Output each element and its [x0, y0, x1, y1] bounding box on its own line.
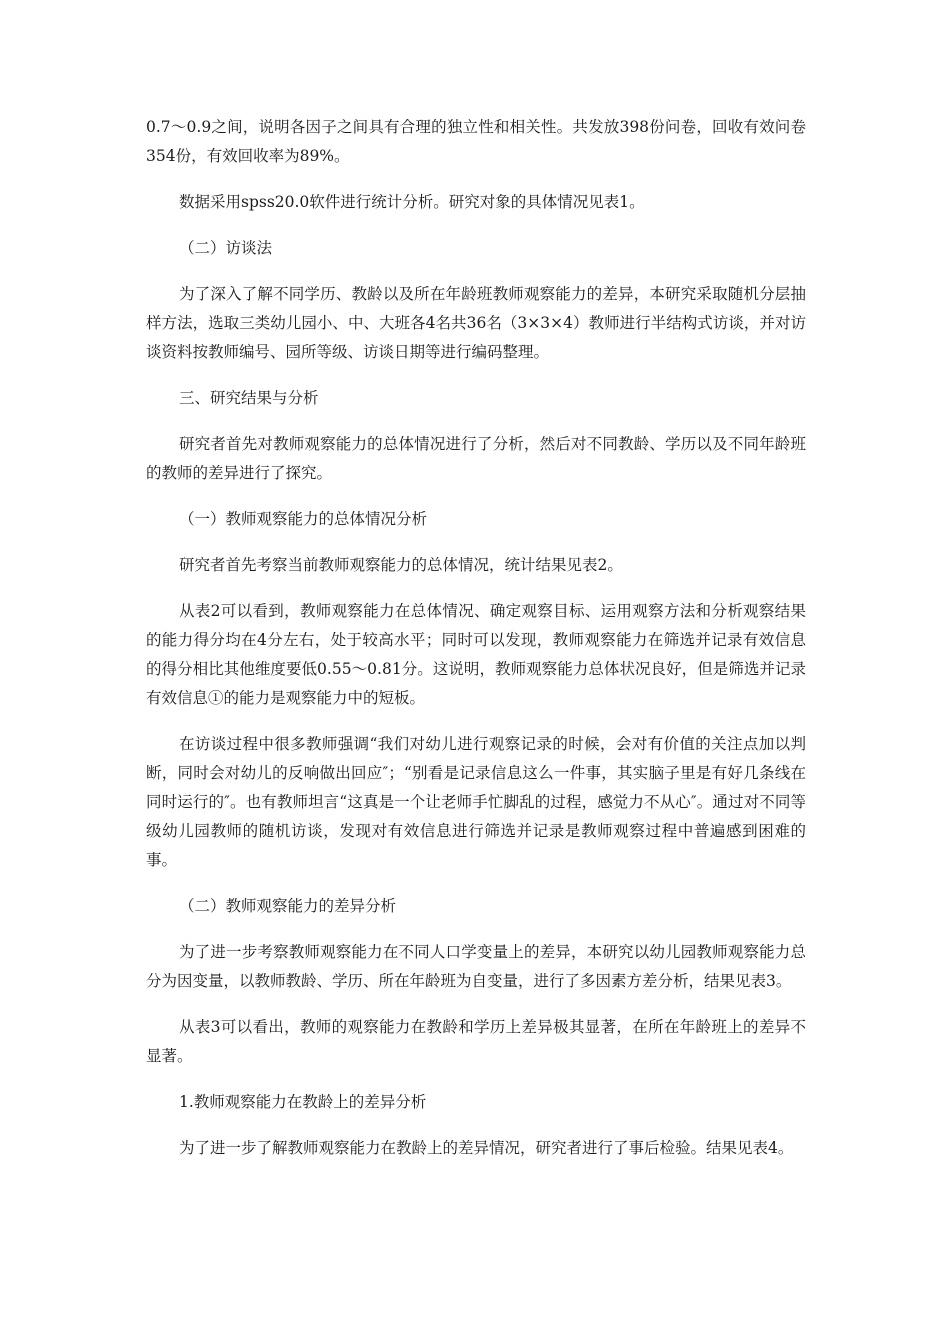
heading-teaching-years: 1.教师观察能力在教龄上的差异分析: [179, 1093, 427, 1111]
heading-overall-analysis: （一）教师观察能力的总体情况分析: [179, 510, 428, 528]
paragraph-overall-table2: 研究者首先考察当前教师观察能力的总体情况，统计结果见表2。: [179, 556, 623, 574]
heading-difference-analysis: （二）教师观察能力的差异分析: [179, 897, 397, 915]
paragraph-factor-correlation: 0.7～0.9之间，说明各因子之间具有合理的独立性和相关性。共发放398份问卷，回收有效问卷354份，有效回收率为89%。: [146, 118, 806, 165]
paragraph-spss-analysis: 数据采用spss20.0软件进行统计分析。研究对象的具体情况见表1。: [179, 193, 645, 211]
paragraph-posthoc-test: 为了进一步了解教师观察能力在教龄上的差异情况，研究者进行了事后检验。结果见表4。: [179, 1139, 794, 1157]
paragraph-interview-sampling: 为了深入了解不同学历、教龄以及所在年龄班教师观察能力的差异，本研究采取随机分层抽样方法，选取三类幼儿园小、中、大班各4名共36名（3×3×4）教师进行半结构式访谈，并对访谈资料按教师编号、园所等级、访谈日期等进行编码整理。: [146, 285, 806, 361]
paragraph-results-intro: 研究者首先对教师观察能力的总体情况进行了分析，然后对不同教龄、学历以及不同年龄班的教师的差异进行了探究。: [146, 435, 806, 482]
paragraph-interview-quotes: 在访谈过程中很多教师强调“我们对幼儿进行观察记录的时候，会对有价值的关注点加以判断，同时会对幼儿的反响做出回应″；“别看是记录信息这么一件事，其实脑子里是有好几条线在同时运行的″。也有教师坦言“这真是一个让老师手忙脚乱的过程，感觉力不从心″。通过对不同等级幼儿园教师的随机访谈，发现对有效信息进行筛选并记录是教师观察过程中普遍感到困难的事。: [146, 735, 806, 869]
paragraph-table2-findings: 从表2可以看到，教师观察能力在总体情况、确定观察目标、运用观察方法和分析观察结果的能力得分均在4分左右，处于较高水平；同时可以发现，教师观察能力在筛选并记录有效信息的得分相比其他维度要低0.55～0.81分。这说明，教师观察能力总体状况良好，但是筛选并记录有效信息①的能力是观察能力中的短板。: [146, 602, 806, 707]
paragraph-table3-findings: 从表3可以看出，教师的观察能力在教龄和学历上差异极其显著，在所在年龄班上的差异不显著。: [146, 1018, 806, 1065]
heading-results-analysis: 三、研究结果与分析: [179, 389, 319, 407]
document-body: [146, 113, 806, 1180]
paragraph-anova: 为了进一步考察教师观察能力在不同人口学变量上的差异，本研究以幼儿园教师观察能力总分为因变量，以教师教龄、学历、所在年龄班为自变量，进行了多因素方差分析，结果见表3。: [146, 943, 806, 990]
heading-interview-method: （二）访谈法: [179, 239, 273, 257]
